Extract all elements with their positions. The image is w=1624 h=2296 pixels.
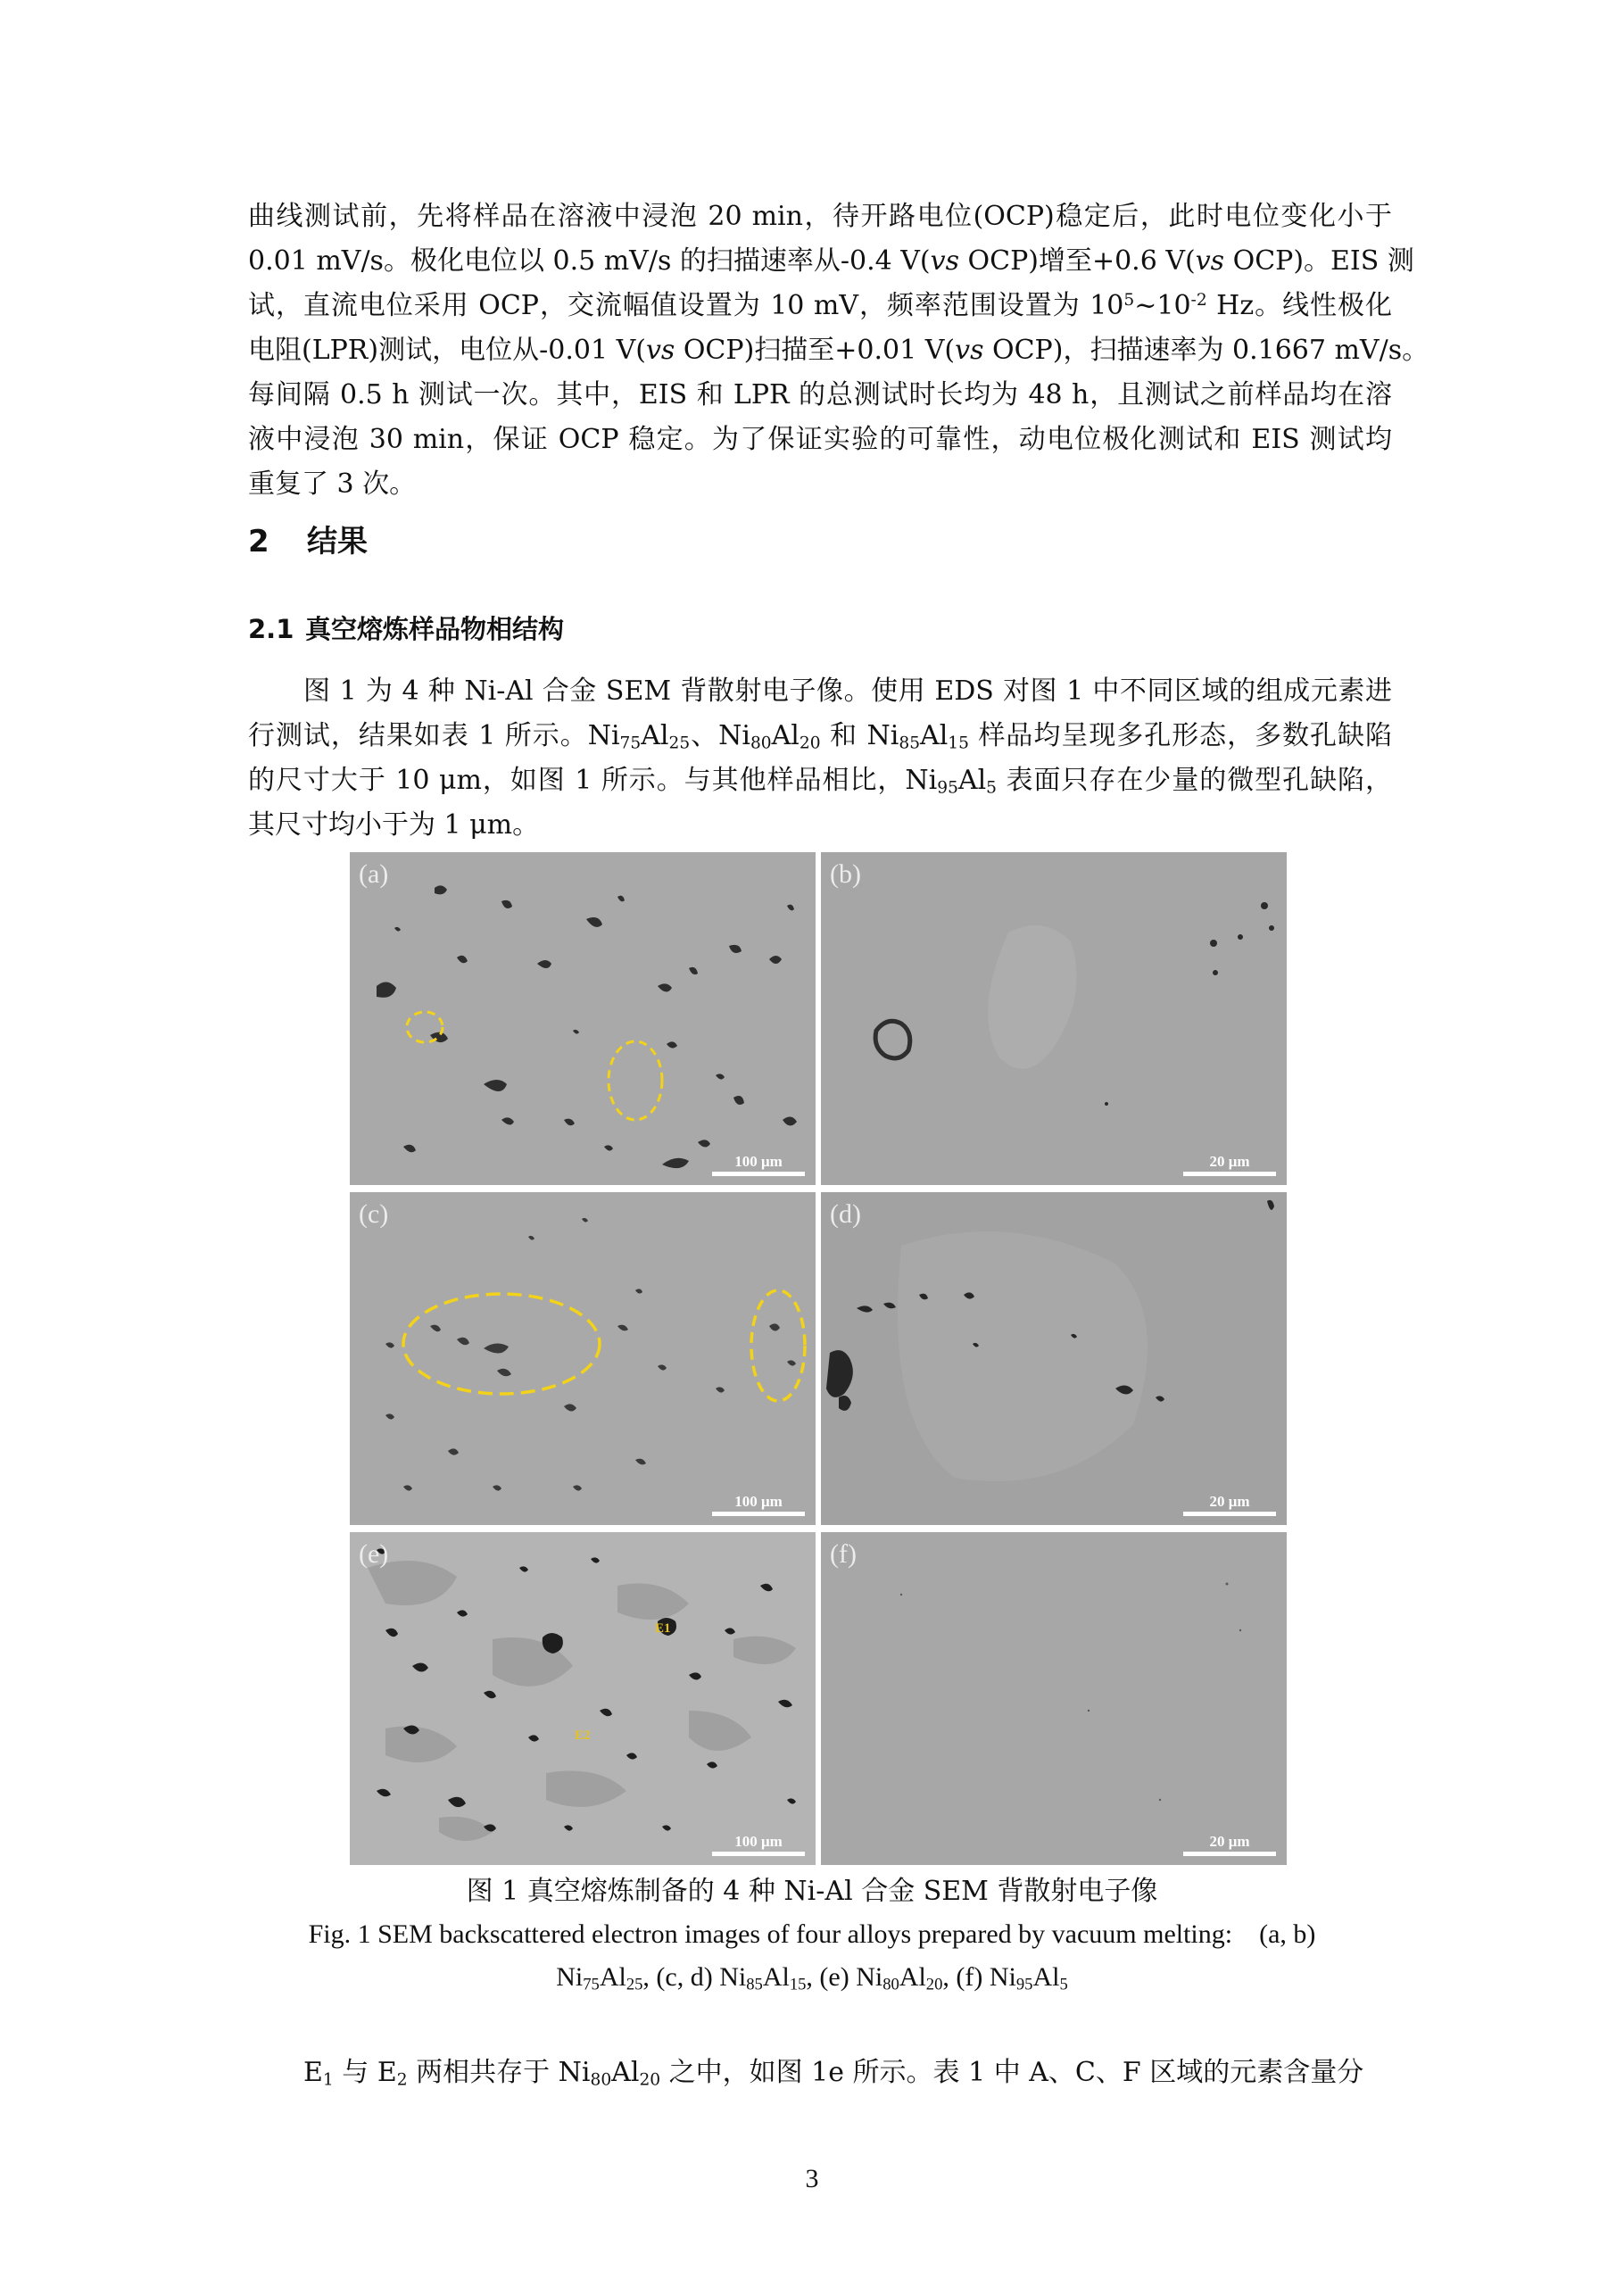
panel-label-e: (e) — [359, 1539, 389, 1569]
sem-panel-c — [350, 1192, 816, 1525]
intro-line-7: 重复了 3 次。 — [248, 468, 417, 500]
figure-caption-en-line1: Fig. 1 SEM backscattered electron images of four alloys prepared by vacuum melting: (a, b) — [308, 1919, 1316, 1949]
body-line-1: 图 1 为 4 种 Ni-Al 合金 SEM 背散射电子像。使用 EDS 对图 1 中不同区域的组成元素进 — [303, 676, 1392, 707]
scale-text-a: 100 μm — [734, 1153, 783, 1170]
sem-panel-b — [821, 852, 1287, 1185]
sem-figure — [350, 852, 1287, 1858]
phase-label-e1: E1 — [655, 1621, 671, 1636]
intro-line-2: 0.01 mV/s。极化电位以 0.5 mV/s 的扫描速率从-0.4 V(vs OCP)增至+0.6 V(vs OCP)。EIS 测 — [248, 245, 1414, 277]
subsection-number: 2.1 — [248, 614, 294, 644]
scale-text-b: 20 μm — [1209, 1153, 1250, 1170]
sem-panel-e — [350, 1532, 816, 1865]
subsection-heading — [248, 611, 564, 647]
scale-bar-b — [1183, 1154, 1276, 1176]
phase-label-e2: E2 — [575, 1728, 591, 1743]
intro-line-4: 电阻(LPR)测试，电位从-0.01 V(vs OCP)扫描至+0.01 V(vs OCP)，扫描速率为 0.1667 mV/s。 — [248, 335, 1429, 366]
intro-line-6: 液中浸泡 30 min，保证 OCP 稳定。为了保证实验的可靠性，动电位极化测试和 EIS 测试均 — [248, 424, 1392, 455]
panel-label-f: (f) — [830, 1539, 857, 1569]
figure-caption-cn: 图 1 真空熔炼制备的 4 种 Ni-Al 合金 SEM 背散射电子像 — [466, 1876, 1158, 1907]
scale-line-d — [1183, 1512, 1276, 1516]
body-line-2: 行测试，结果如表 1 所示。$Ni_{75}Al_{25}$、$Ni_{80}Al_{20}$ 和 $Ni_{85}Al_{15}$ 样品均呈现多孔形态，多数孔缺陷 — [248, 720, 1392, 753]
sem-panel-a — [350, 852, 816, 1185]
sem-texture-e — [350, 1532, 816, 1865]
sem-texture-a — [350, 852, 816, 1185]
scale-line-c — [712, 1512, 805, 1516]
scale-text-f: 20 μm — [1209, 1833, 1250, 1850]
scale-line-e — [712, 1852, 805, 1856]
scale-text-d: 20 μm — [1209, 1493, 1250, 1510]
sem-texture-d — [821, 1192, 1287, 1525]
scale-bar-e — [712, 1834, 805, 1856]
section-heading — [248, 522, 368, 561]
sem-texture-b — [821, 852, 1287, 1185]
intro-paragraph — [248, 195, 1429, 507]
body-line-4: 其尺寸均小于为 1 μm。 — [248, 809, 540, 841]
scale-text-c: 100 μm — [734, 1493, 783, 1510]
body-paragraph — [248, 669, 1392, 848]
page-number: 3 — [805, 2164, 819, 2193]
scale-text-e: 100 μm — [734, 1833, 783, 1850]
sem-panel-d — [821, 1192, 1287, 1525]
intro-line-5: 每间隔 0.5 h 测试一次。其中，EIS 和 LPR 的总测试时长均为 48 h，且测试之前样品均在溶 — [248, 379, 1392, 410]
sem-texture-f — [821, 1532, 1287, 1865]
subsection-title: 真空熔炼样品物相结构 — [305, 614, 565, 644]
panel-label-b: (b) — [830, 859, 861, 889]
section-number: 2 — [248, 524, 269, 559]
scale-line-a — [712, 1172, 805, 1176]
intro-line-3: 试，直流电位采用 OCP，交流幅值设置为 10 mV，频率范围设置为 $10^5\sim 10^{-2}$ Hz。线性极化 — [248, 290, 1392, 321]
scale-bar-d — [1183, 1494, 1276, 1516]
panel-label-c: (c) — [359, 1199, 389, 1229]
scale-bar-a — [712, 1154, 805, 1176]
intro-line-1: 曲线测试前，先将样品在溶液中浸泡 20 min，待开路电位(OCP)稳定后，此时电位变化小于 — [248, 201, 1392, 232]
scale-line-b — [1183, 1172, 1276, 1176]
figure-caption-en-line2: $Ni_{75}Al_{25}$, (c, d) $Ni_{85}Al_{15}$, (e) $Ni_{80}Al_{20}$, (f) $Ni_{95}Al_5$ — [556, 1962, 1068, 1994]
scale-bar-f — [1183, 1834, 1276, 1856]
panel-label-d: (d) — [830, 1199, 861, 1229]
scale-bar-c — [712, 1494, 805, 1516]
sem-panel-f — [821, 1532, 1287, 1865]
section-title: 结果 — [307, 524, 368, 559]
last-paragraph — [248, 2051, 1392, 2095]
scale-line-f — [1183, 1852, 1276, 1856]
panel-label-a: (a) — [359, 859, 389, 889]
body-line-3: 的尺寸大于 10 μm，如图 1 所示。与其他样品相比，$Ni_{95}Al_5$ 表面只存在少量的微型孔缺陷， — [248, 765, 1392, 798]
sem-texture-c — [350, 1192, 816, 1525]
last-line-1: $E_1$ 与 $E_2$ 两相共存于 $Ni_{80}Al_{20}$ 之中，如图 1e 所示。表 1 中 A、C、F 区域的元素含量分 — [303, 2057, 1364, 2090]
